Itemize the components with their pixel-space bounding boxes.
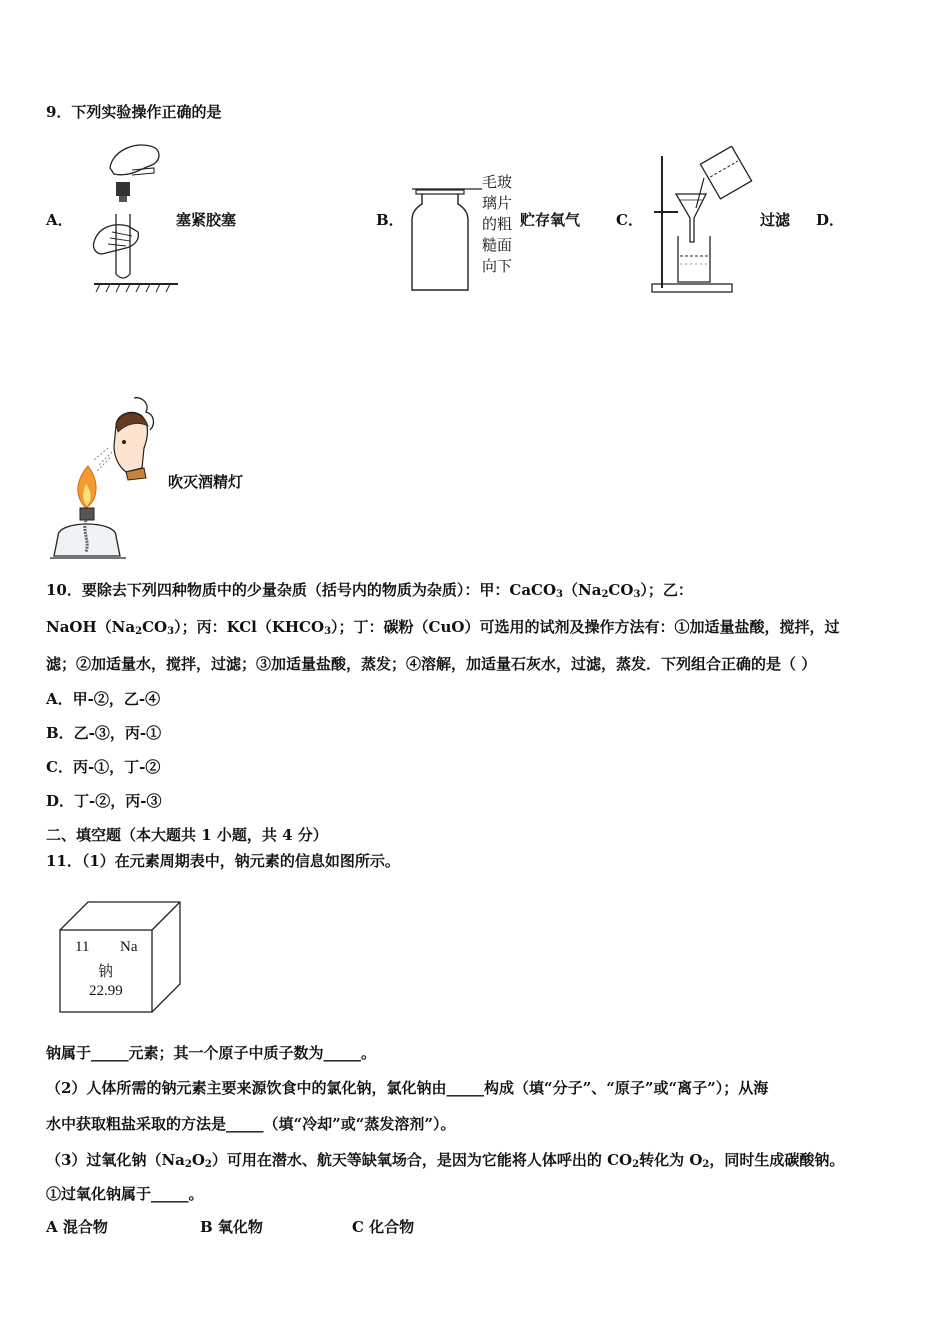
gas-jar-figure: [406, 182, 482, 294]
option-c-letter: C．: [616, 211, 643, 229]
question-11-part-1: 钠属于_____元素；其一个原子中质子数为_____。: [46, 1044, 377, 1062]
atomic-mass: 22.99: [89, 983, 123, 999]
question-10-option-a: A．甲-②，乙-④: [46, 690, 161, 708]
question-10-option-d: D．丁-②，丙-③: [46, 792, 162, 810]
choice-c: C 化合物: [352, 1218, 415, 1236]
sodium-element-cube: [58, 900, 182, 1014]
question-10-option-c: C．丙-①，丁-②: [46, 758, 161, 776]
question-10-line-2: $NaOH(Na_2CO_3)$；丙：$KCl(KHCO_3)$；丁：碳粉（CuO）可选用的试剂及操作方法有：①加适量盐酸，搅拌，过: [46, 618, 840, 637]
question-10-line-1: 10．要除去下列四种物质中的少量杂质（括号内的物质为杂质）：甲：$CaCO_3(Na_2CO_3)$；乙：: [46, 581, 693, 600]
question-11-part-3: （3）过氧化钠$(Na_2O_2)$可用在潜水、航天等缺氧场合，是因为它能将人体呼出的 $CO_2$转化为 $O_2$，同时生成碳酸钠。: [46, 1151, 845, 1170]
element-name: 钠: [98, 962, 114, 980]
option-a-letter: A．: [46, 211, 73, 229]
choice-b: B 氧化物: [200, 1218, 263, 1236]
option-b-caption: 贮存氧气: [520, 211, 581, 229]
question-11-part-2-line-1: （2）人体所需的钠元素主要来源饮食中的氯化钠，氯化钠由_____构成（填“分子”、“原子”或“离子”）；从海: [46, 1079, 769, 1097]
glass-slide-annotation: 毛玻璃片的粗糙面向下: [482, 173, 513, 275]
atomic-number: 11: [75, 939, 90, 955]
option-d-caption: 吹灭酒精灯: [168, 473, 244, 491]
blow-out-lamp-figure: [46, 396, 166, 562]
element-symbol: Na: [120, 939, 138, 955]
option-c-caption: 过滤: [760, 211, 791, 229]
question-10-line-3: 滤；②加适量水，搅拌，过滤；③加适量盐酸，蒸发；④溶解，加适量石灰水，过滤，蒸发．下列组合正确的是（ ）: [46, 655, 817, 673]
option-a-caption: 塞紧胶塞: [176, 211, 237, 229]
question-10-option-b: B．乙-③，丙-①: [46, 724, 162, 742]
choice-a: A 混合物: [46, 1218, 108, 1236]
filtration-figure: [648, 146, 760, 296]
section-2-heading: 二、填空题（本大题共 1 小题，共 4 分）: [46, 826, 328, 844]
stopper-test-tube-figure: [92, 140, 182, 296]
question-11-intro: 11．（1）在元素周期表中，钠元素的信息如图所示。: [46, 852, 400, 870]
question-9-stem: 9．下列实验操作正确的是: [46, 103, 222, 121]
option-b-letter: B．: [376, 211, 404, 229]
option-d-letter: D．: [816, 211, 845, 229]
question-11-part-3-sub: ①过氧化钠属于_____。: [46, 1185, 204, 1203]
question-11-part-2-line-2: 水中获取粗盐采取的方法是_____（填“冷却”或“蒸发溶剂”）。: [46, 1115, 456, 1133]
